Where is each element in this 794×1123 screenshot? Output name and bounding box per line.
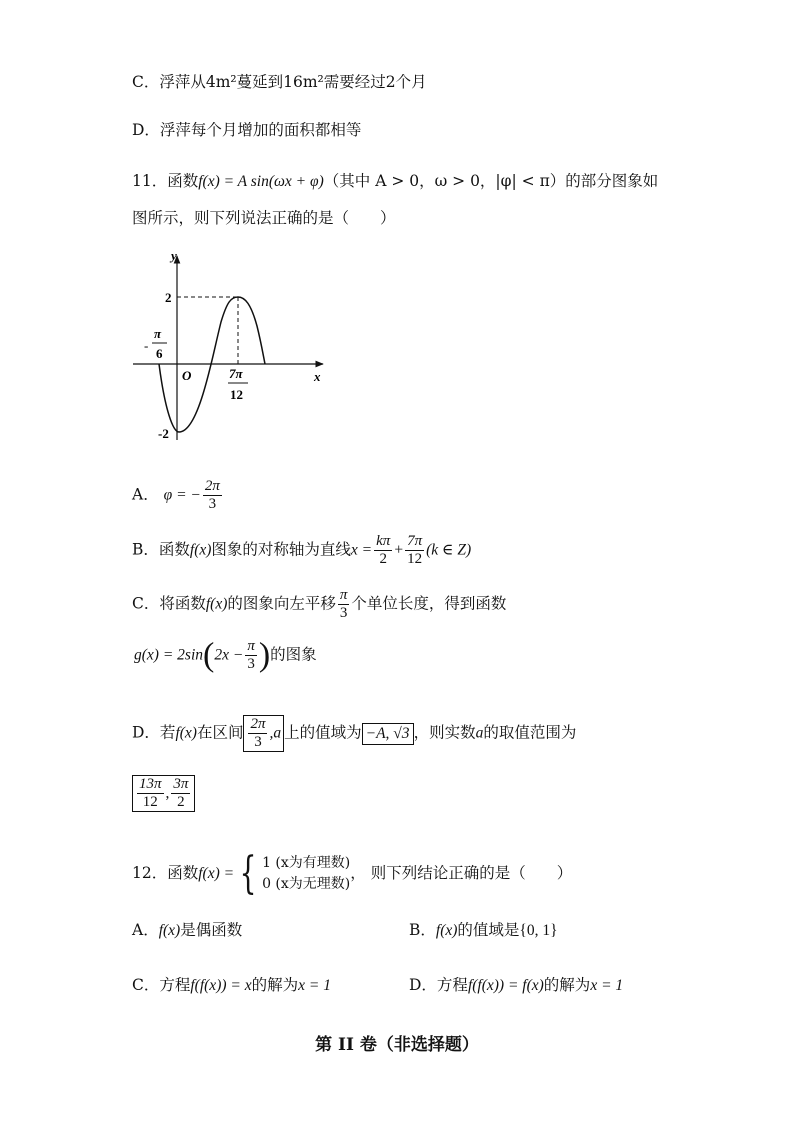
q10-option-d: D．浮萍每个月增加的面积都相等 (132, 121, 362, 139)
q12-option-b: B．f(x)的值域是{0, 1} (409, 921, 558, 939)
q11-b-text2: 图象的对称轴为直线 (211, 540, 351, 559)
q11-stem-line2: 图所示，则下列说法正确的是（ ） (132, 209, 396, 227)
q11-d-answer-interval: $\frac{13\pi}{12}$ , $\frac{3\pi}{2}$ (132, 775, 195, 812)
q11-option-c (132, 587, 506, 622)
q11-option-d (132, 715, 576, 752)
q12-option-a: A．f(x)是偶函数 (132, 921, 243, 939)
q11-d-text5: 的取值范围为 (483, 723, 577, 742)
q11-d-range: −A, √3 (362, 723, 414, 745)
q11-d-text2: 在区间 (196, 723, 244, 742)
q11-a-expr: φ = − (163, 486, 201, 504)
q11-b-frac1: $\frac{k\pi}{2}$ (376, 533, 391, 567)
x-axis-label: x (314, 369, 321, 384)
q11-option-b (132, 533, 471, 568)
q11-b-plus: + (394, 541, 404, 559)
q11-c-inner-frac: $\frac{\pi}{3}$ (247, 638, 255, 672)
q11-graph (125, 250, 330, 450)
q11-d-a: a (475, 724, 484, 742)
q11-c-text4: 的图象 (270, 645, 317, 664)
q11-d-func: f(x) (175, 724, 197, 742)
q11-b-cond: (k ∈ Z) (426, 541, 472, 559)
x-left-den: 6 (156, 346, 163, 361)
x-left-num: π (154, 326, 162, 341)
q11-c-text: C．将函数 (132, 594, 206, 613)
q11-c-text3: 个单位长度，得到函数 (351, 594, 507, 613)
q11-d-text: D．若 (132, 723, 176, 742)
q11-b-frac2: $\frac{7\pi}{12}$ (407, 533, 423, 567)
q11-d-text4: ，则实数 (413, 723, 476, 742)
q11-c-inner: 2x − (214, 646, 244, 664)
q12-number: 12．函数 (132, 864, 199, 882)
q12-func: f(x) = (198, 865, 235, 882)
q11-b-x: x = (350, 541, 373, 559)
q12-stem: 12．函数f(x) = { 1 (x为有理数) 0 (x为无理数) ， 则下列结论正确的是（ ） (132, 848, 573, 899)
x-peak-num: 7π (229, 366, 243, 381)
q11-a-fraction: $\frac{2\pi}{3}$ (204, 478, 220, 512)
q11-function: f(x) = A sin(ωx + φ) (198, 173, 324, 190)
q10-option-c: C．浮萍从4m²蔓延到16m²需要经过2个月 (132, 73, 427, 91)
q11-c-func: f(x) (205, 595, 228, 613)
q11-b-func: f(x) (189, 541, 212, 559)
origin-label: O (182, 368, 192, 383)
q11-option-c-line2: g(x) = 2sin(2x − $\frac{\pi}{3}$ )的图象 (134, 636, 317, 674)
x-peak-den: 12 (230, 387, 243, 402)
y-max-label: 2 (165, 290, 172, 305)
y-min-label: -2 (158, 426, 169, 441)
q12-option-d: D．方程f(f(x)) = f(x)的解为x = 1 (409, 976, 624, 994)
q11-c-text2: 的图象向左平移 (227, 594, 336, 613)
section-title: 第 II 卷（非选择题） (315, 1035, 479, 1055)
q12-option-c: C．方程f(f(x)) = x的解为x = 1 (132, 976, 331, 994)
q11-d-interval: $\frac{2\pi}{3}$ ,a (243, 715, 284, 752)
q11-number: 11．函数 (132, 172, 199, 190)
q11-option-d-answer (132, 775, 195, 812)
q11-c-frac: $\frac{\pi}{3}$ (339, 587, 348, 621)
q11-option-a (132, 478, 224, 513)
q11-a-label: A． (132, 485, 159, 504)
q11-conditions: （其中 A > 0，ω > 0，|φ| < π）的部分图象如 (323, 172, 659, 190)
q12-question: ， 则下列结论正确的是（ ） (350, 864, 573, 882)
q11-b-text: B．函数 (132, 540, 190, 559)
q11-d-text3: 上的值域为 (284, 723, 362, 742)
q11-stem (132, 171, 658, 192)
q12-cases: 1 (x为有理数) 0 (x为无理数) (262, 855, 351, 892)
x-left-sign: - (144, 338, 149, 353)
y-axis-label: y (171, 250, 177, 263)
q11-c-g: g(x) = 2sin (134, 646, 204, 664)
